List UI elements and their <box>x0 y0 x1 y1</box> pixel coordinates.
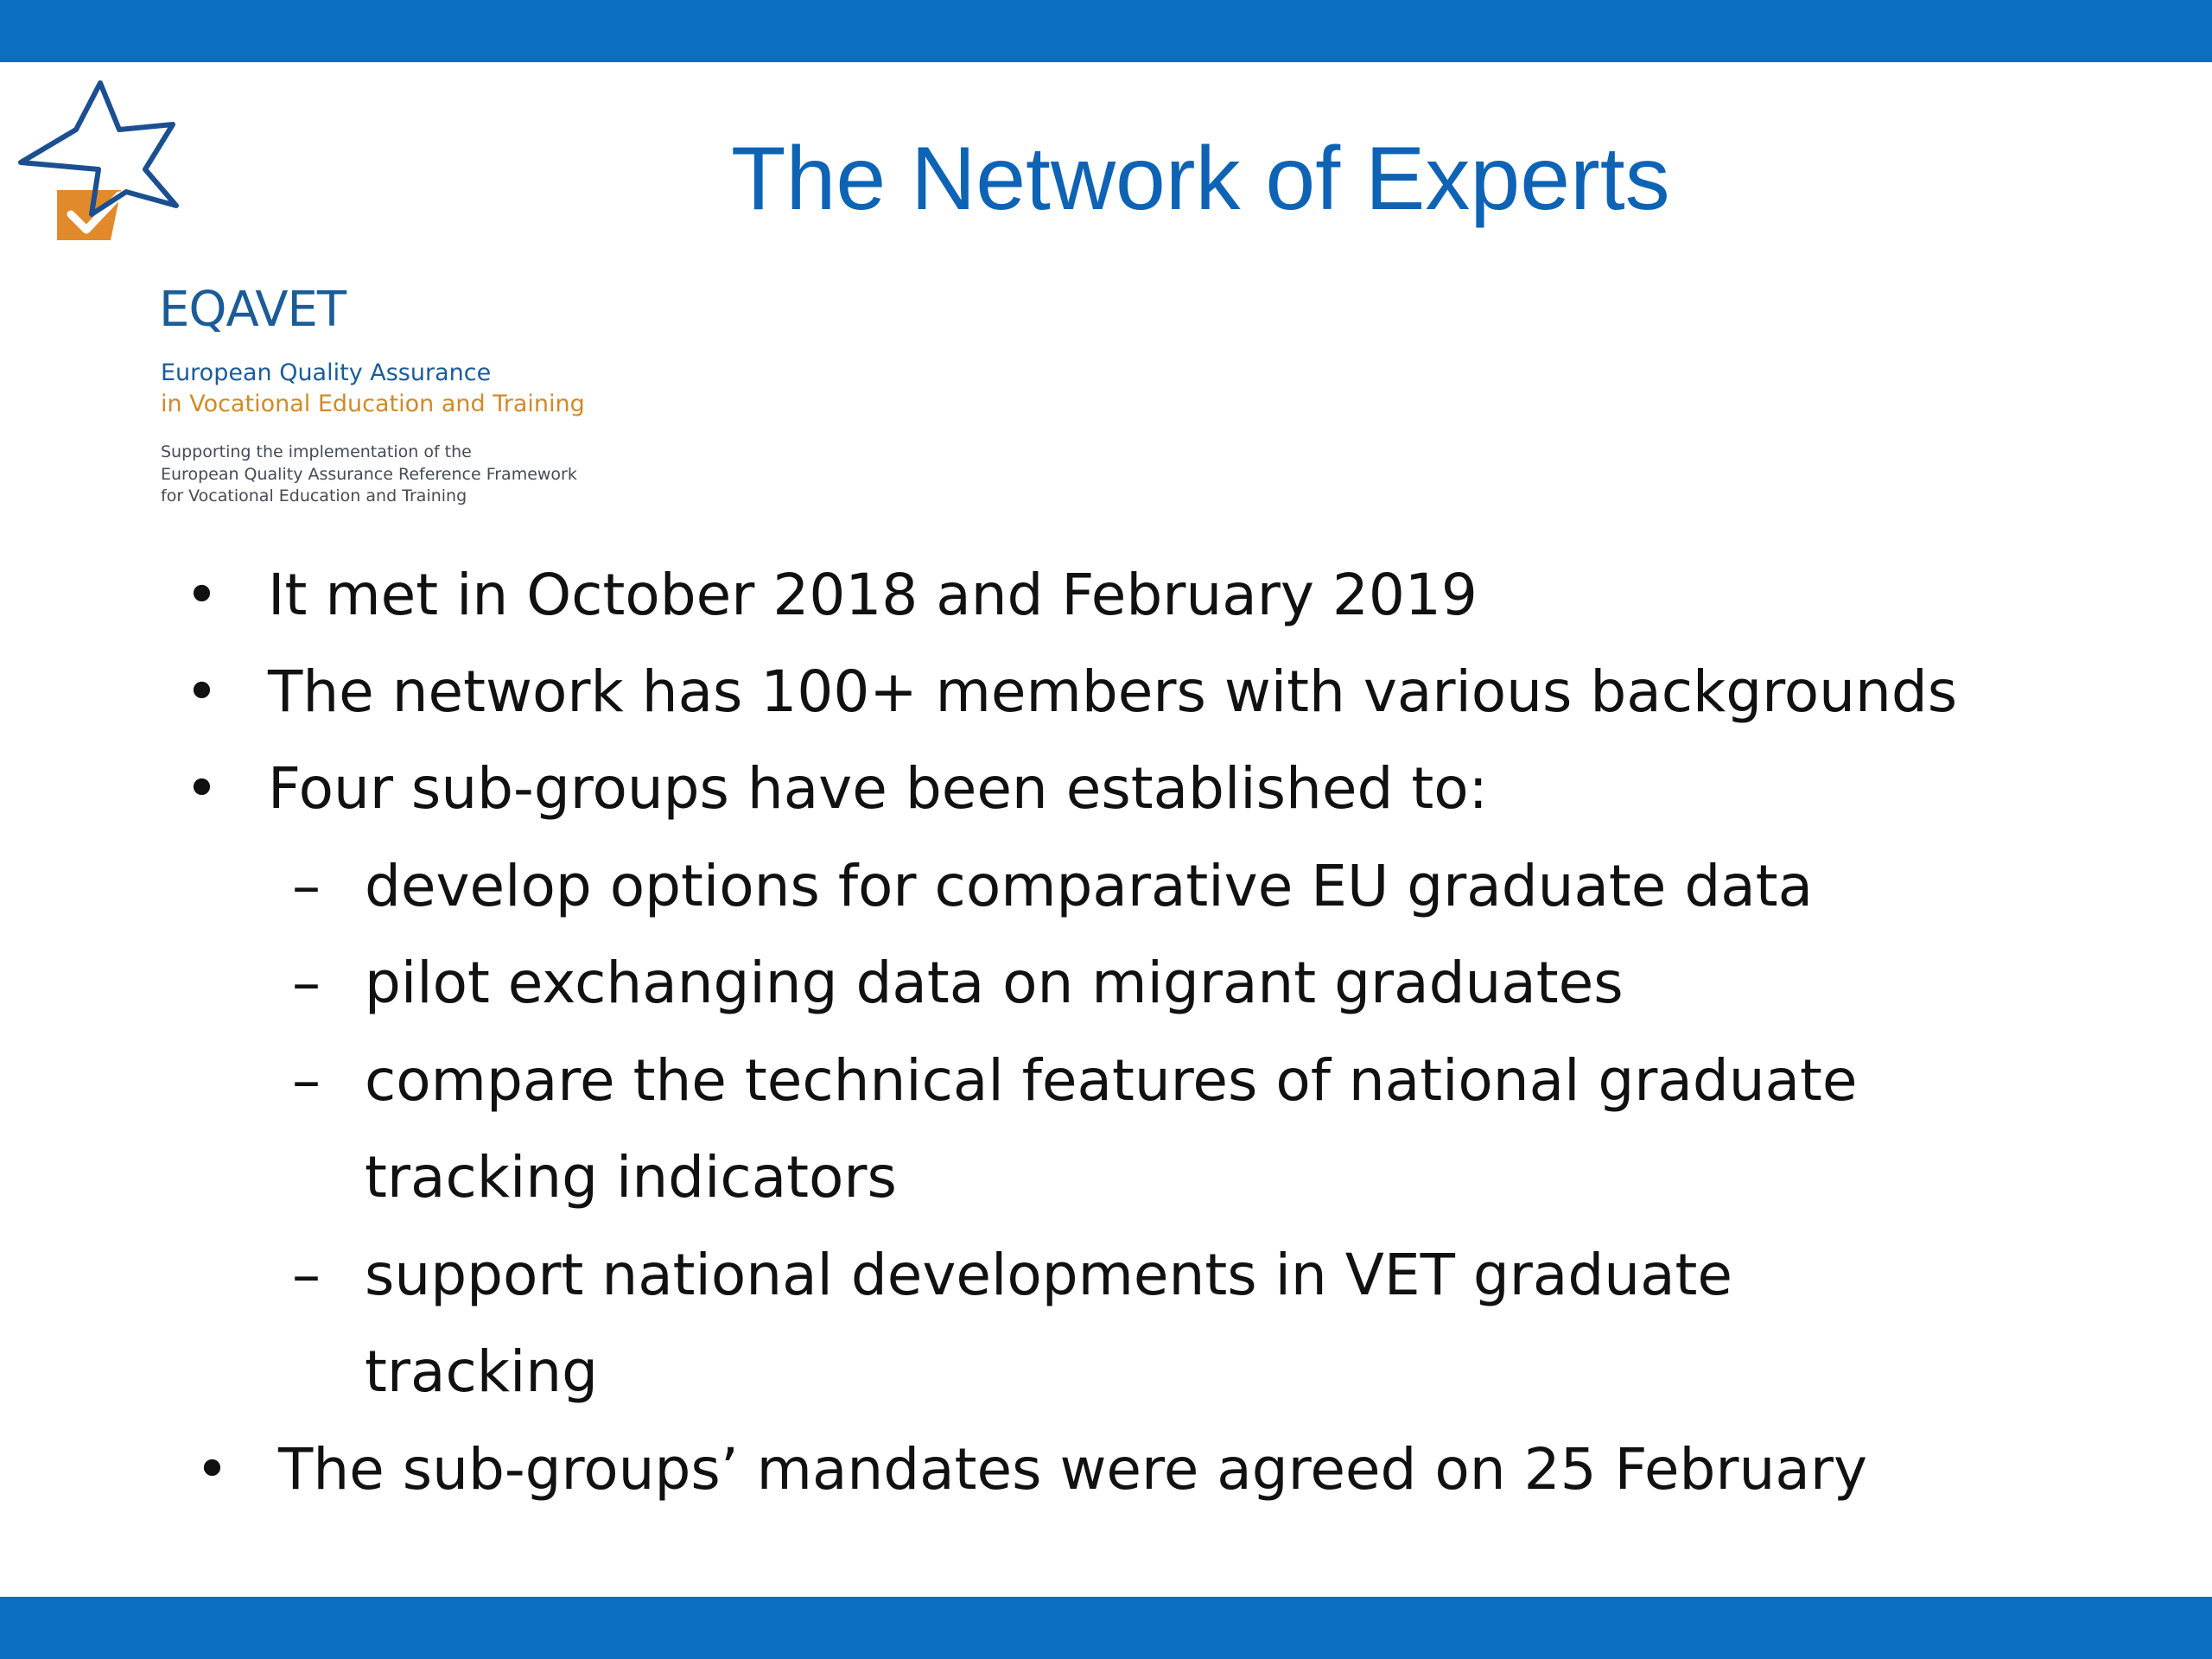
slide-title: The Network of Experts <box>731 129 1670 229</box>
sub-item-dash: – <box>292 853 321 919</box>
sub-item-dash: – <box>292 1047 321 1114</box>
sub-item-text-continued: tracking indicators <box>365 1144 897 1211</box>
logo-subtext-2: European Quality Assurance Reference Framework <box>161 465 577 484</box>
bullet-text: The network has 100+ members with various backgrounds <box>268 658 1958 725</box>
bullet-marker: • <box>195 1436 229 1503</box>
bullet-text: It met in October 2018 and February 2019 <box>268 562 1478 628</box>
sub-item-text: pilot exchanging data on migrant graduates <box>365 950 1624 1016</box>
logo-subtext-3: for Vocational Education and Training <box>161 486 467 505</box>
sub-item-text: develop options for comparative EU graduate data <box>365 853 1814 919</box>
bullet-marker: • <box>185 658 219 725</box>
sub-item-dash: – <box>292 950 321 1016</box>
sub-item-text: compare the technical features of national graduate <box>365 1047 1858 1114</box>
bullet-text: Four sub-groups have been established to: <box>268 755 1488 822</box>
bottom-bar <box>0 1597 2212 1659</box>
bullet-marker: • <box>185 755 219 822</box>
sub-item-dash: – <box>292 1242 321 1308</box>
sub-item-text-continued: tracking <box>365 1338 599 1405</box>
logo-name: EQAVET <box>159 282 346 338</box>
bullet-marker: • <box>185 562 219 628</box>
bullet-text: The sub-groups’ mandates were agreed on 25 February <box>278 1436 1868 1503</box>
logo-tagline-2: in Vocational Education and Training <box>161 391 585 417</box>
logo-tagline-1: European Quality Assurance <box>161 359 492 386</box>
logo-subtext-1: Supporting the implementation of the <box>161 442 472 461</box>
sub-item-text: support national developments in VET graduate <box>365 1242 1733 1308</box>
